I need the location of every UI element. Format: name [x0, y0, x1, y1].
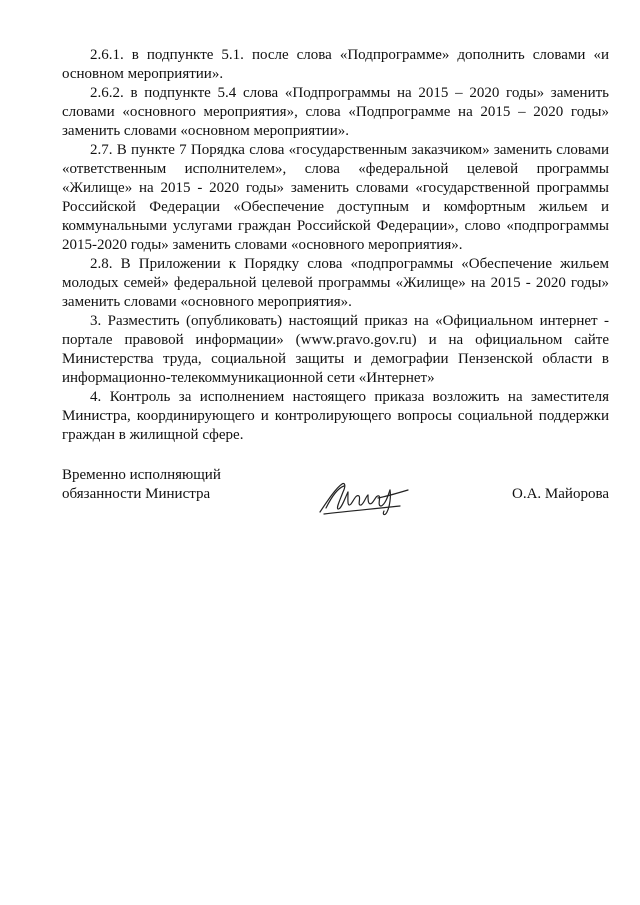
signatory-name: О.А. Майорова	[512, 486, 609, 502]
handwritten-signature	[318, 478, 410, 518]
paragraph-2-6-1: 2.6.1. в подпункте 5.1. после слова «Подпрограмме» дополнить словами «и основном мероприятии».	[62, 47, 609, 82]
paragraph-2-6-2: 2.6.2. в подпункте 5.4 слова «Подпрограммы на 2015 – 2020 годы» заменить словами «основного мероприятия», слова «Подпрограмме на 2015 – 2020 годы» заменить словами «основном мероприятии».	[62, 85, 609, 139]
signatory-title	[62, 466, 221, 504]
paragraph-2-8: 2.8. В Приложении к Порядку слова «подпрограммы «Обеспечение жильем молодых семей» федеральной целевой программы «Жилище» на 2015 - 2020 годы» заменить словами «основного мероприятия».	[62, 256, 609, 310]
signature-block	[62, 466, 609, 526]
paragraph-2-7: 2.7. В пункте 7 Порядка слова «государственным заказчиком» заменить словами «ответственным исполнителем», слова «федеральной целевой программы «Жилище» на 2015 - 2020 годы» заменить словами «государственной программы Российской Федерации «Обеспечение доступным и комфортным жильем и коммунальными услугами граждан Российской Федерации», слово «подпрограммы 2015-2020 годы» заменить словами «основного мероприятия».	[62, 142, 609, 253]
signatory-title-line-1: Временно исполняющий	[62, 467, 221, 483]
document-body	[62, 46, 609, 445]
paragraph-4: 4. Контроль за исполнением настоящего приказа возложить на заместителя Министра, координирующего и контролирующего вопросы социальной поддержки граждан в жилищной сфере.	[62, 389, 609, 443]
signatory-title-line-2: обязанности Министра	[62, 486, 211, 502]
paragraph-3: 3. Разместить (опубликовать) настоящий приказ на «Официальном интернет - портале правовой информации» (www.pravo.gov.ru) и на официальном сайте Министерства труда, социальной защиты и демографии Пензенской области в информационно-телекоммуникационной сети «Интернет»	[62, 313, 609, 386]
signature-strokes	[320, 483, 408, 514]
